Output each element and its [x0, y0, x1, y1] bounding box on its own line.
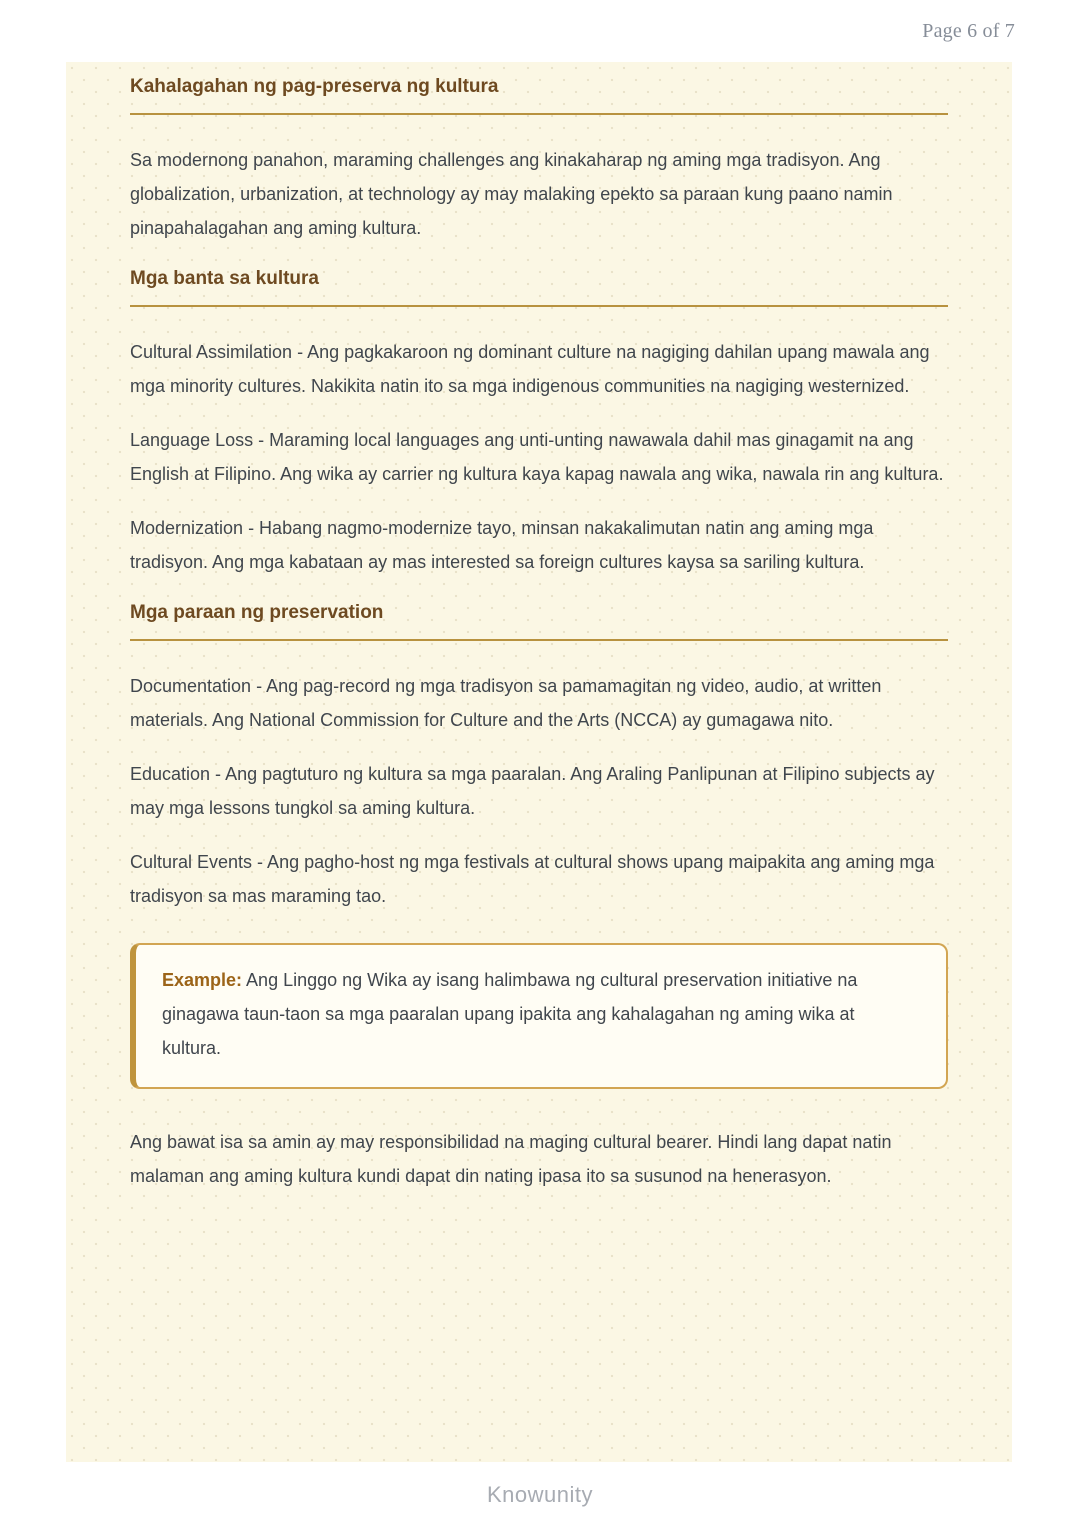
section-heading: Mga paraan ng preservation	[130, 601, 948, 641]
body-paragraph: Sa modernong panahon, maraming challenges ang kinakaharap ng aming mga tradisyon. Ang globalization, urbanization, at technology ay may malaking epekto sa paraan kung paano namin pinapahalagahan ang aming kultura.	[130, 150, 893, 238]
example-text	[162, 963, 918, 1065]
section-heading: Kahalagahan ng pag-preserva ng kultura	[130, 75, 948, 115]
body-paragraph: Cultural Assimilation - Ang pagkakaroon ng dominant culture na nagiging dahilan upang mawala ang mga minority cultures. Nakikita natin ito sa mga indigenous communities na nagiging westernized.	[130, 342, 930, 396]
body-paragraph: Cultural Events - Ang pagho-host ng mga festivals at cultural shows upang maipakita ang aming mga tradisyon sa mas maraming tao.	[130, 852, 935, 906]
example-label: Example:	[162, 970, 243, 990]
content-card	[66, 62, 1012, 1462]
example-box	[130, 943, 948, 1089]
body-paragraph: Documentation - Ang pag-record ng mga tradisyon sa pamamagitan ng video, audio, at written materials. Ang National Commission for Culture and the Arts (NCCA) ay gumagawa nito.	[130, 676, 882, 730]
body-paragraph: Education - Ang pagtuturo ng kultura sa mga paaralan. Ang Araling Panlipunan at Filipino subjects ay may mga lessons tungkol sa aming kultura.	[130, 764, 935, 818]
page-number: Page 6 of 7	[922, 20, 1015, 42]
closing-paragraph: Ang bawat isa sa amin ay may responsibilidad na maging cultural bearer. Hindi lang dapat natin malaman ang aming kultura kundi dapat din nating ipasa ito sa susunod na henerasyon.	[130, 1132, 892, 1186]
sections	[130, 75, 948, 913]
footer-brand: Knowunity	[486, 1482, 593, 1507]
body-paragraph: Language Loss - Maraming local languages ang unti-unting nawawala dahil mas ginagamit na ang English at Filipino. Ang wika ay carrier ng kultura kaya kapag nawala ang wika, nawala rin ang kultura.	[130, 430, 944, 484]
example-body: Ang Linggo ng Wika ay isang halimbawa ng cultural preservation initiative na ginagawa taun-taon sa mga paaralan upang ipakita ang kahalagahan ng aming wika at kultura.	[162, 970, 858, 1058]
section-heading: Mga banta sa kultura	[130, 267, 948, 307]
body-paragraph: Modernization - Habang nagmo-modernize tayo, minsan nakakalimutan natin ang aming mga tradisyon. Ang mga kabataan ay mas interested sa foreign cultures kaysa sa sariling kultura.	[130, 518, 874, 572]
